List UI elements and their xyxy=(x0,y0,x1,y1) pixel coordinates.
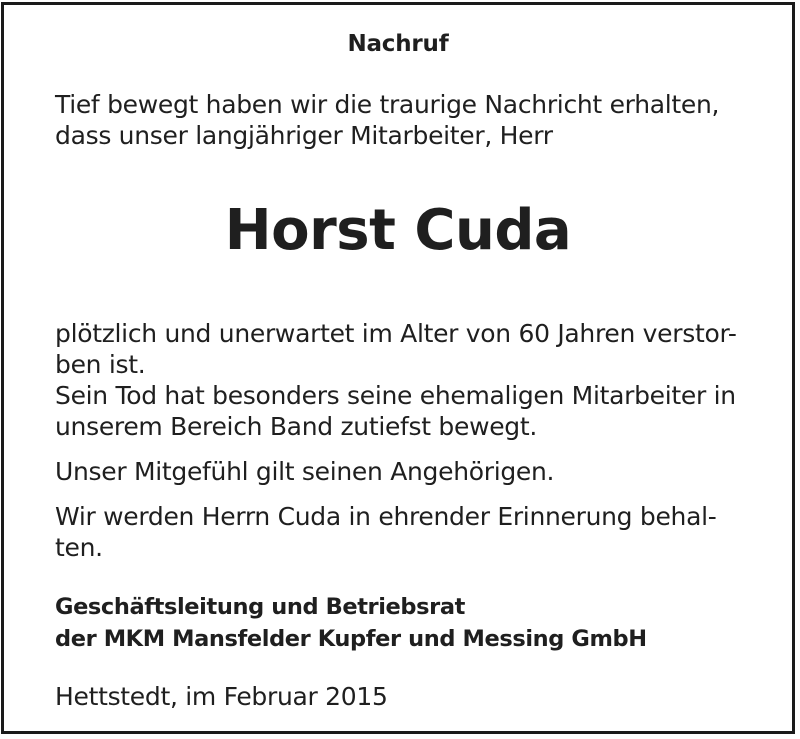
sympathy-line: Unser Mitgefühl gilt seinen Angehörigen. xyxy=(55,457,555,486)
intro-line: Tief bewegt haben wir die traurige Nachricht erhalten, xyxy=(55,90,720,119)
place-date-line: Hettstedt, im Februar 2015 xyxy=(55,682,388,711)
deceased-name: Horst Cuda xyxy=(224,198,572,263)
signature-line: der MKM Mansfelder Kupfer und Messing GmbH xyxy=(55,626,647,652)
memory-paragraph xyxy=(55,501,755,563)
body-line: ben ist. xyxy=(55,350,146,379)
memory-line: ten. xyxy=(55,533,103,562)
body-line: unserem Bereich Band zutiefst bewegt. xyxy=(55,412,538,441)
signature-line: Geschäftsleitung und Betriebsrat xyxy=(55,594,465,620)
body-paragraph xyxy=(55,318,755,442)
sympathy-paragraph xyxy=(55,456,755,487)
notice-heading: Nachruf xyxy=(347,31,449,57)
intro-line: dass unser langjähriger Mitarbeiter, Herr xyxy=(55,121,553,150)
memory-line: Wir werden Herrn Cuda in ehrender Erinnerung behal- xyxy=(55,502,717,531)
place-date xyxy=(55,681,755,712)
signature-block xyxy=(55,591,765,655)
body-line: Sein Tod hat besonders seine ehemaligen Mitarbeiter in xyxy=(55,381,736,410)
body-line: plötzlich und unerwartet im Alter von 60 Jahren verstor- xyxy=(55,319,737,348)
obituary-notice xyxy=(1,2,795,734)
intro-paragraph xyxy=(55,89,755,151)
